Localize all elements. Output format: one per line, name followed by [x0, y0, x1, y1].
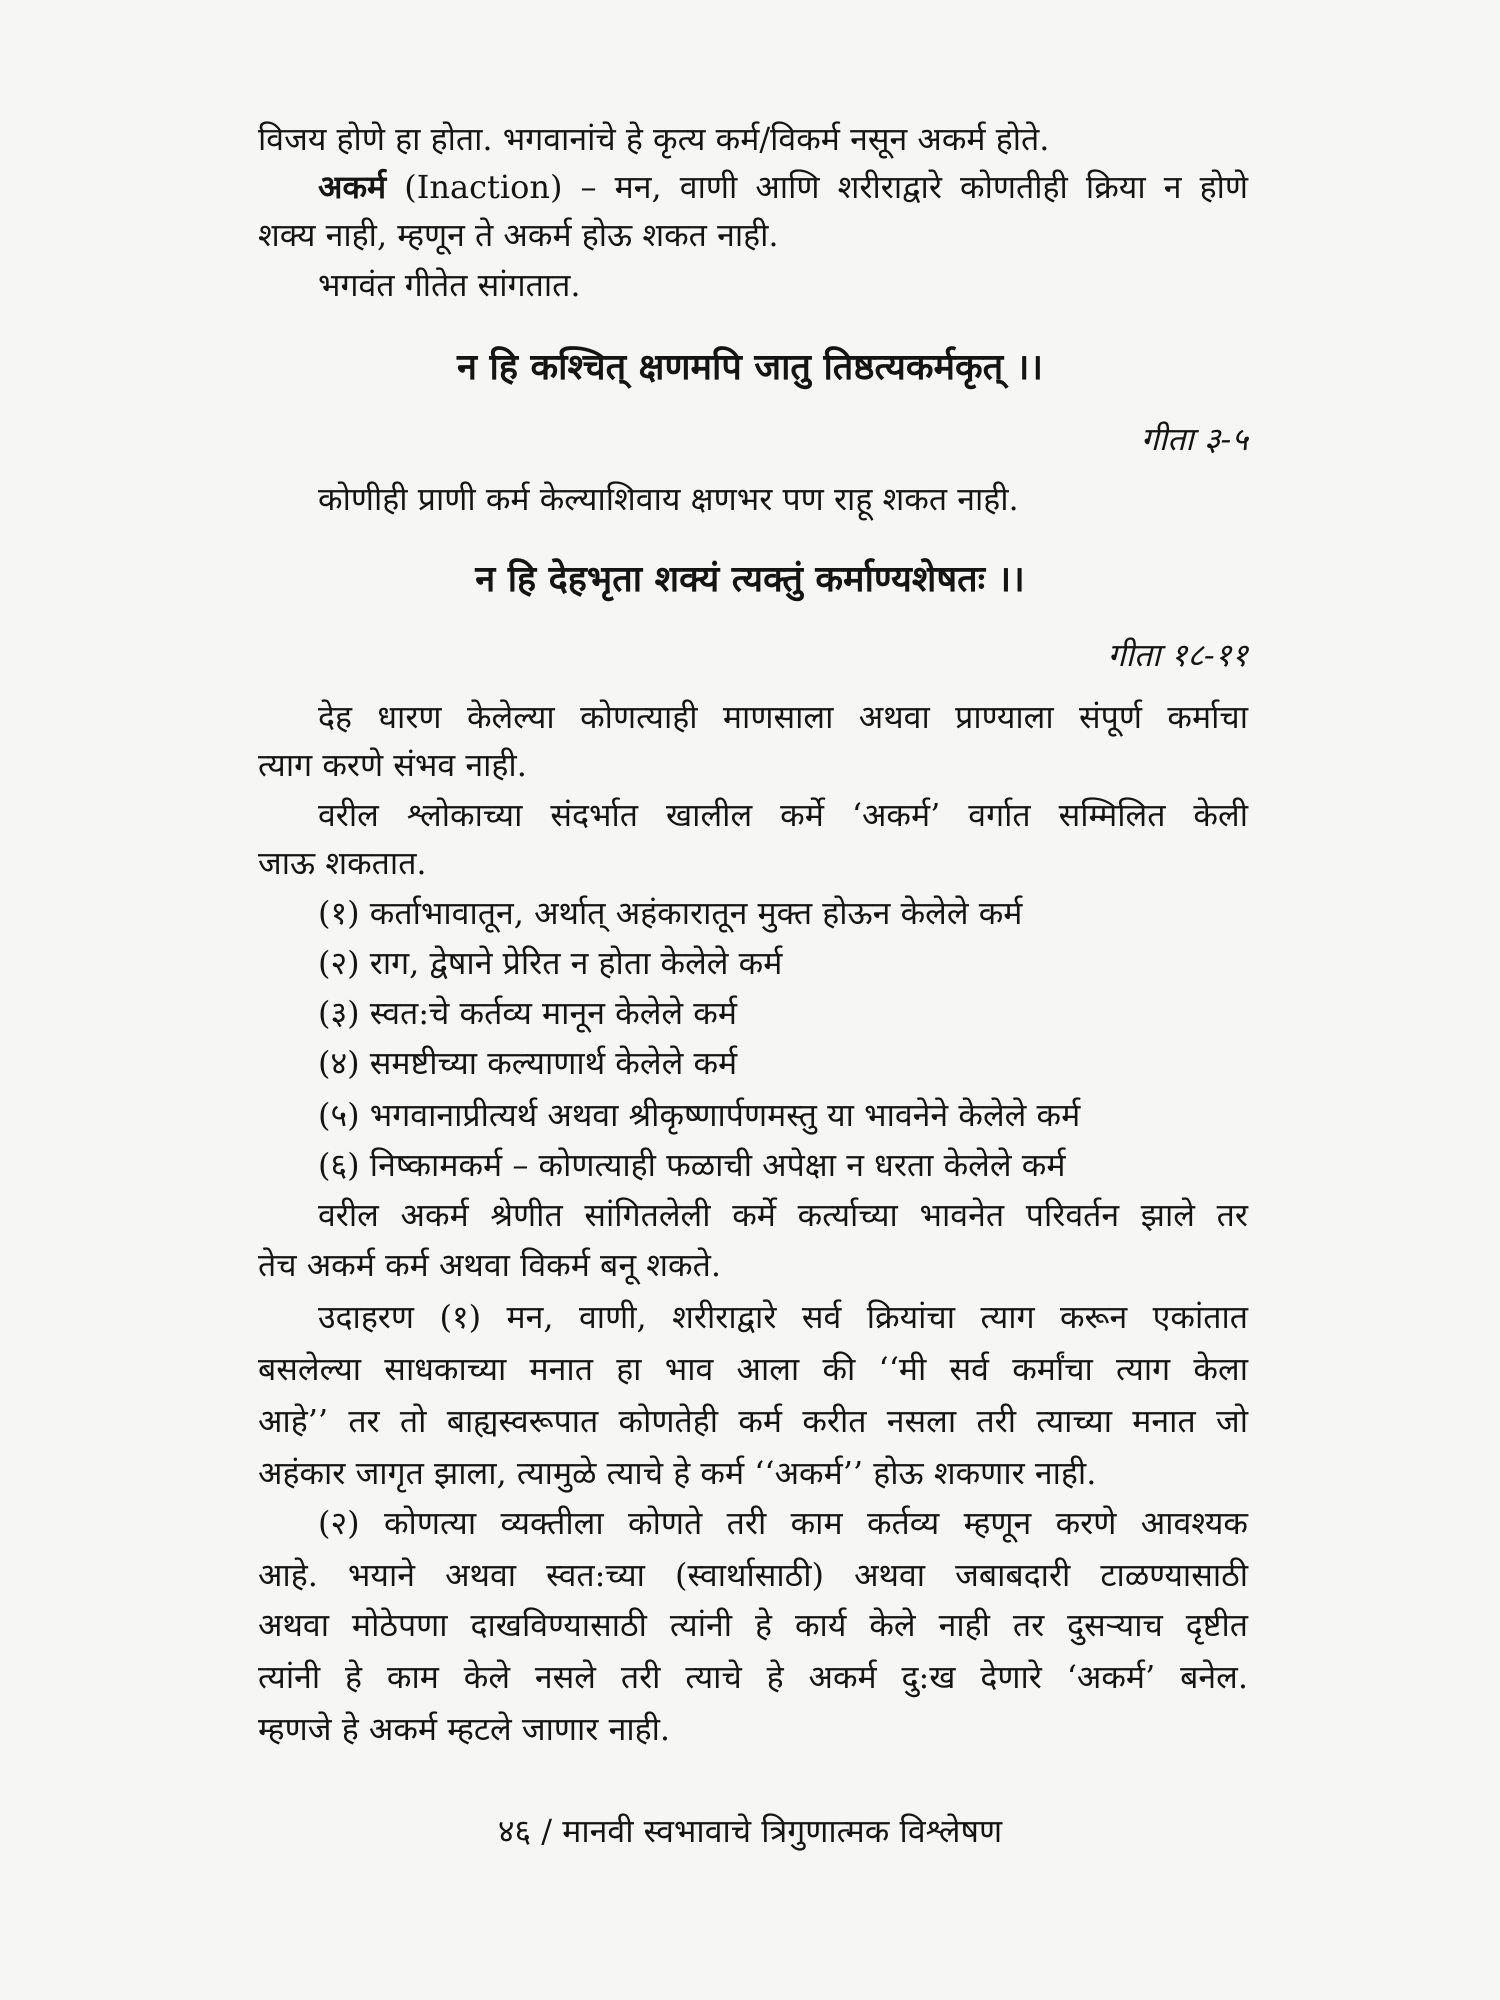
- example-1-line-2: बसलेल्या साधकाच्या मनात हा भाव आला की ‘‘मी सर्व कर्मांचा त्याग केला: [258, 1350, 1248, 1388]
- text-line-1: विजय होणे हा होता. भगवानांचे हे कृत्य कर्म/विकर्म नसून अकर्म होते.: [258, 120, 1050, 158]
- akarma-definition-line: [318, 164, 1248, 210]
- akarma-list-item-4: (४) समष्टीच्या कल्याणार्थ केलेले कर्म: [318, 1044, 738, 1082]
- example-2-line-4: त्यांनी हे काम केले नसले तरी त्याचे हे अकर्म दु:ख देणारे ‘अकर्म’ बनेल.: [258, 1658, 1248, 1696]
- text-line-3: शक्य नाही, म्हणून ते अकर्म होऊ शकत नाही.: [258, 216, 779, 254]
- page-footer: ४६ / मानवी स्वभावाचे त्रिगुणात्मक विश्लेषण: [497, 1812, 1003, 1850]
- shloka-2-reference: गीता १८-११: [1107, 636, 1248, 674]
- shloka-1-reference: गीता ३-५: [1140, 420, 1248, 458]
- akarma-list-item-1: (१) कर्ताभावातून, अर्थात् अहंकारातून मुक्त होऊन केलेले कर्म: [318, 894, 1023, 932]
- akarma-list-item-2: (२) राग, द्वेषाने प्रेरित न होता केलेले कर्म: [318, 944, 783, 982]
- example-2-line-5: म्हणजे हे अकर्म म्हटले जाणार नाही.: [258, 1710, 671, 1748]
- text-line-6: देह धारण केलेल्या कोणत्याही माणसाला अथवा प्राण्याला संपूर्ण कर्माचा: [318, 698, 1248, 736]
- text-line-4: भगवंत गीतेत सांगतात.: [318, 266, 581, 304]
- example-2-line-2: आहे. भयाने अथवा स्वत:च्या (स्वार्थासाठी) अथवा जबाबदारी टाळण्यासाठी: [258, 1556, 1248, 1594]
- akarma-definition-text: (Inaction) – मन, वाणी आणि शरीराद्वारे कोणतीही क्रिया न होणे: [386, 168, 1248, 206]
- example-1-line-4: अहंकार जागृत झाला, त्यामुळे त्याचे हे कर्म ‘‘अकर्म’’ होऊ शकणार नाही.: [258, 1454, 1097, 1492]
- akarma-term: अकर्म: [318, 168, 387, 206]
- akarma-list-item-5: (५) भगवानाप्रीत्यर्थ अथवा श्रीकृष्णार्पणमस्तु या भावनेने केलेले कर्म: [318, 1096, 1081, 1134]
- shloka-1: न हि कश्चित् क्षणमपि जातु तिष्ठत्यकर्मकृत् ।।: [457, 346, 1043, 388]
- example-1-line-3: आहे’’ तर तो बाह्यस्वरूपात कोणतेही कर्म करीत नसला तरी त्याच्या मनात जो: [258, 1402, 1248, 1440]
- example-2-line-1: (२) कोणत्या व्यक्तीला कोणते तरी काम कर्तव्य म्हणून करणे आवश्यक: [318, 1504, 1248, 1542]
- akarma-list-item-6: (६) निष्कामकर्म – कोणत्याही फळाची अपेक्षा न धरता केलेले कर्म: [318, 1146, 1066, 1184]
- text-line-5: कोणीही प्राणी कर्म केल्याशिवाय क्षणभर पण राहू शकत नाही.: [318, 480, 1019, 518]
- text-line-10: वरील अकर्म श्रेणीत सांगितलेली कर्मे कर्त्याच्या भावनेत परिवर्तन झाले तर: [318, 1196, 1248, 1234]
- text-line-8: वरील श्लोकाच्या संदर्भात खालील कर्मे ‘अकर्म’ वर्गात सम्मिलित केली: [318, 796, 1248, 834]
- text-line-11: तेच अकर्म कर्म अथवा विकर्म बनू शकते.: [258, 1246, 722, 1284]
- shloka-2: न हि देहभृता शक्यं त्यक्तुं कर्माण्यशेषतः ।।: [475, 558, 1025, 600]
- text-line-9: जाऊ शकतात.: [258, 844, 427, 882]
- example-2-line-3: अथवा मोठेपणा दाखविण्यासाठी त्यांनी हे कार्य केले नाही तर दुसऱ्याच दृष्टीत: [258, 1606, 1248, 1644]
- example-1-line-1: उदाहरण (१) मन, वाणी, शरीराद्वारे सर्व क्रियांचा त्याग करून एकांतात: [318, 1298, 1248, 1336]
- text-line-7: त्याग करणे संभव नाही.: [258, 746, 527, 784]
- akarma-list-item-3: (३) स्वत:चे कर्तव्य मानून केलेले कर्म: [318, 994, 737, 1032]
